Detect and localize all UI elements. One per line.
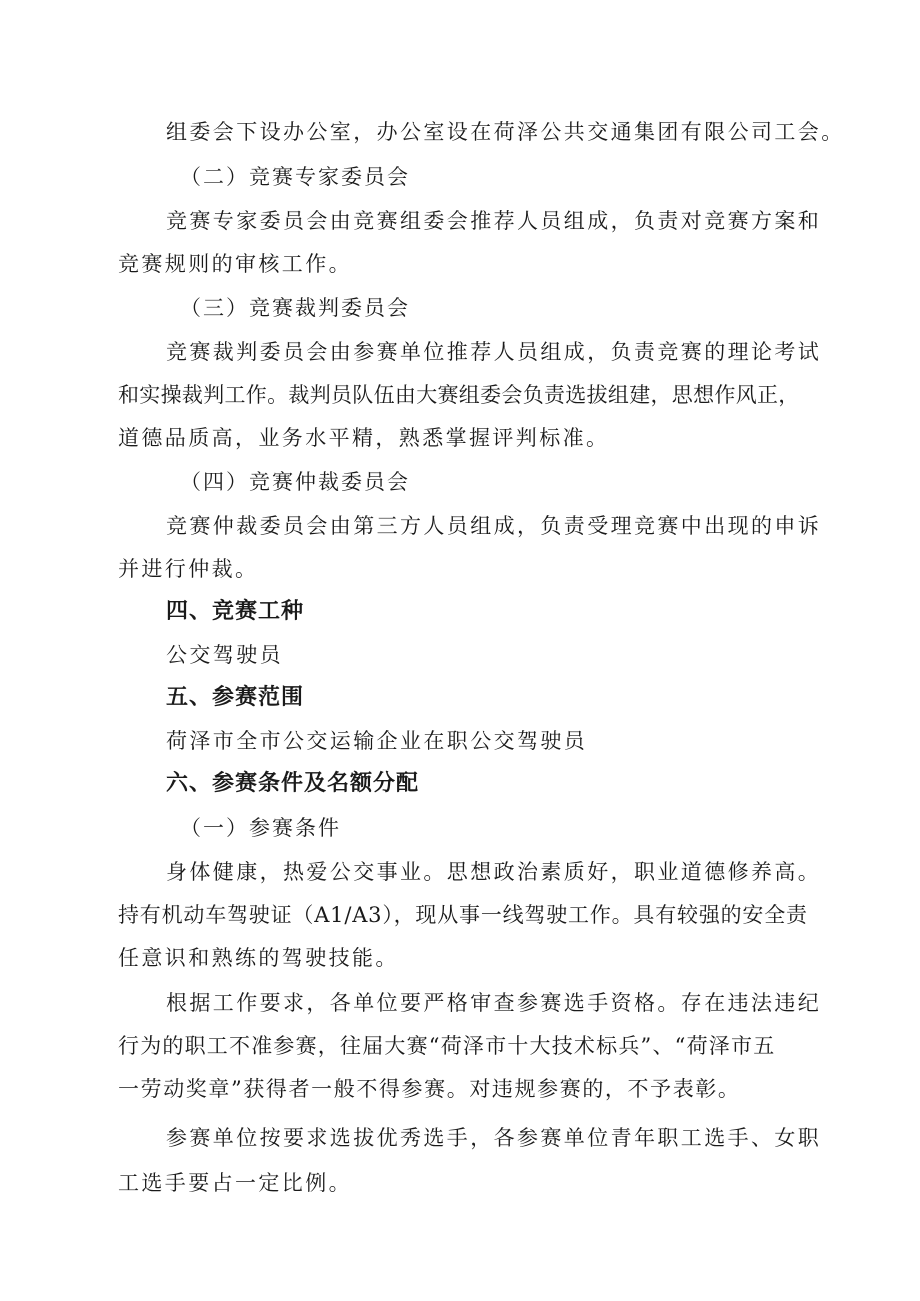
body-line: 竞赛规则的审核工作。 [118, 252, 352, 276]
section-heading: 四、竞赛工种 [166, 599, 305, 624]
body-line: 荷泽市全市公交运输企业在职公交驾驶员 [166, 729, 588, 753]
body-line: 并进行仲裁。 [118, 557, 259, 581]
body-line: 组委会下设办公室，办公室设在荷泽公共交通集团有限公司工会。 [166, 120, 845, 144]
body-line: 一劳动奖章”获得者一般不得参赛。对违规参赛的，不予表彰。 [118, 1077, 741, 1101]
subsection-heading: （二）竞赛专家委员会 [180, 165, 410, 189]
body-line: 公交驾驶员 [166, 643, 283, 667]
body-line: 身体健康，热爱公交事业。思想政治素质好，职业道德修养高。 [166, 860, 822, 884]
body-line: 持有机动车驾驶证（A1/A3），现从事一线驾驶工作。具有较强的安全责 [118, 903, 808, 927]
subsection-heading: （三）竞赛裁判委员会 [180, 296, 410, 320]
body-line: 竞赛仲裁委员会由第三方人员组成，负责受理竞赛中出现的申诉 [166, 514, 822, 538]
body-line: 道德品质高，业务水平精，熟悉掌握评判标准。 [118, 426, 610, 450]
body-line: 行为的职工不准参赛，往届大赛“荷泽市十大技术标兵”、“荷泽市五 [118, 1034, 776, 1058]
body-line: 工选手要占一定比例。 [118, 1171, 352, 1195]
subsection-heading: （四）竞赛仲裁委员会 [180, 470, 410, 494]
body-line: 竞赛裁判委员会由参赛单位推荐人员组成，负责竞赛的理论考试 [166, 340, 822, 364]
body-line: 任意识和熟练的驾驶技能。 [118, 946, 399, 970]
body-line: 竞赛专家委员会由竞赛组委会推荐人员组成，负责对竞赛方案和 [166, 209, 822, 233]
subsection-heading: （一）参赛条件 [180, 816, 341, 840]
body-line: 参赛单位按要求选拔优秀选手，各参赛单位青年职工选手、女职 [166, 1126, 822, 1150]
section-heading: 六、参赛条件及名额分配 [166, 771, 420, 796]
body-line: 根据工作要求，各单位要严格审查参赛选手资格。存在违法违纪 [166, 991, 822, 1015]
section-heading: 五、参赛范围 [166, 685, 305, 710]
body-line: 和实操裁判工作。裁判员队伍由大赛组委会负责选拔组建，思想作风正， [118, 383, 800, 407]
